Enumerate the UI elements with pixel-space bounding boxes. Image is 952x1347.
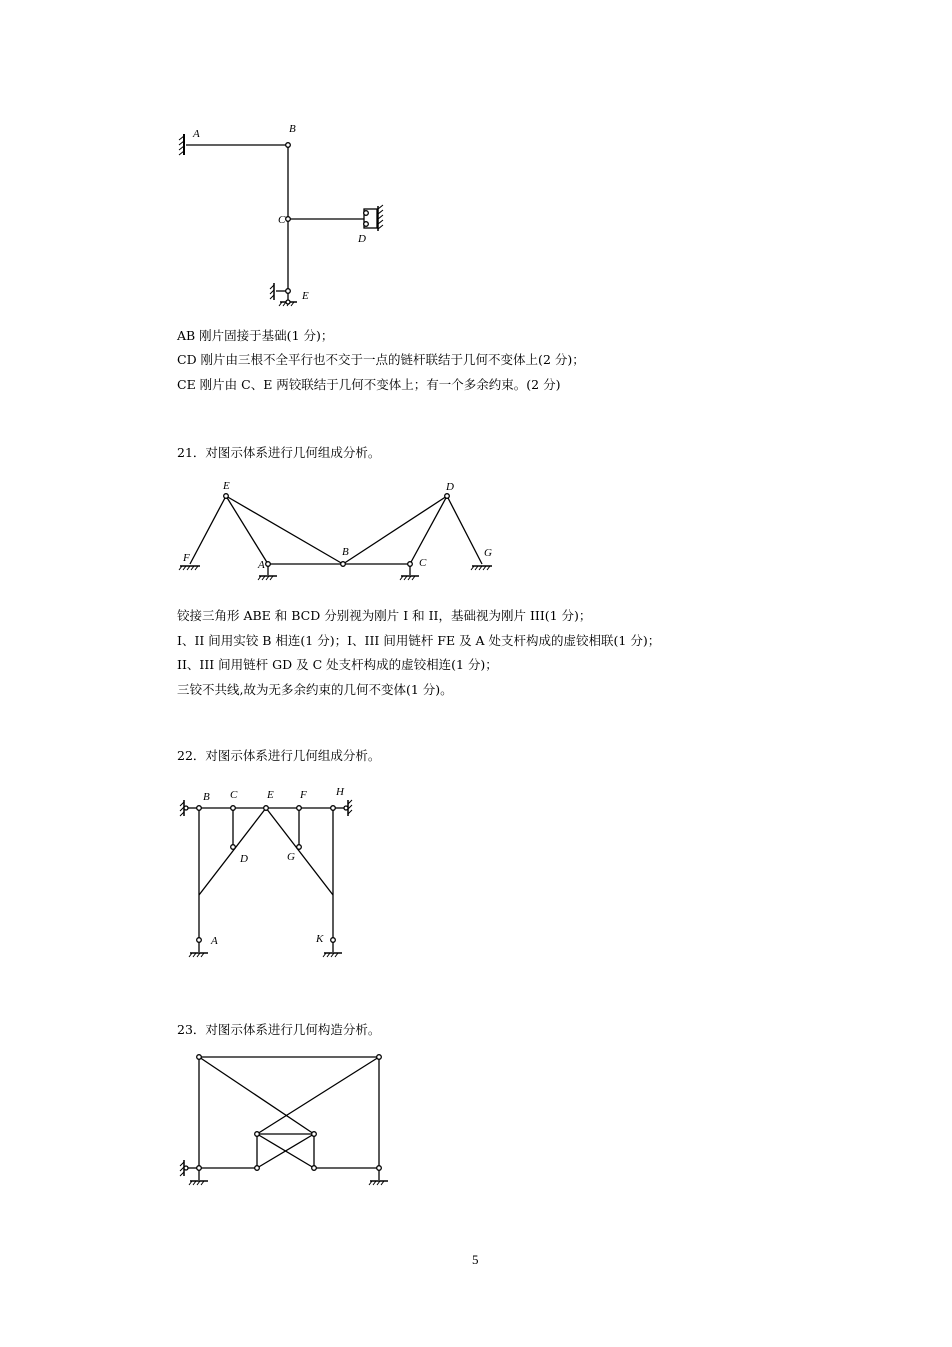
label-g: G	[484, 547, 492, 559]
member-ea	[226, 496, 268, 564]
hinge-bottom-right	[377, 1166, 382, 1171]
hinge-g	[297, 845, 302, 850]
hinge-e-base	[286, 300, 290, 304]
figure-22-diagram	[180, 786, 352, 957]
label-e: E	[267, 789, 274, 801]
diag-right	[257, 1057, 379, 1134]
hinge-d	[231, 845, 236, 850]
label-e: E	[223, 480, 230, 492]
member-fe	[190, 496, 226, 564]
label-d: D	[358, 233, 366, 245]
hinge-e	[224, 494, 229, 499]
hinge-b	[286, 143, 291, 148]
hinge-d1	[364, 211, 369, 216]
hinge-mid-left	[255, 1132, 260, 1137]
hinge-c	[408, 562, 413, 567]
hinge-a	[266, 562, 271, 567]
member-eb	[226, 496, 343, 564]
label-e: E	[302, 290, 309, 302]
label-h: H	[336, 786, 344, 798]
hinge-d	[445, 494, 450, 499]
diag-left	[199, 1057, 314, 1134]
label-c: C	[278, 214, 286, 226]
fig1-analysis-line-2: CD 刚片由三根不全平行也不交于一点的链杆联结于几何不变体上(2 分)；	[177, 352, 585, 367]
hinge-top-right	[377, 1055, 382, 1060]
hinge-k	[331, 938, 336, 943]
hinge-h	[331, 806, 336, 811]
hinge-f	[297, 806, 302, 811]
hinge-bot-right-inner	[312, 1166, 317, 1171]
member-bd	[343, 496, 447, 564]
member-dg	[447, 496, 482, 564]
label-a: A	[193, 128, 200, 140]
hinge-e	[264, 806, 269, 811]
hinge-bottom-left	[197, 1166, 202, 1171]
label-f: F	[300, 789, 307, 801]
figure-1-diagram	[179, 123, 383, 306]
fig1-analysis-line-3: CE 刚片由 C、E 两铰联结于几何不变体上；有一个多余约束。(2 分)	[177, 377, 561, 392]
page-number: 5	[472, 1252, 479, 1267]
hinge-b	[197, 806, 202, 811]
label-g: G	[287, 851, 295, 863]
hinge-b	[341, 562, 346, 567]
label-a: A	[211, 935, 218, 947]
hinge-left-wall	[184, 1166, 188, 1170]
hinge-top-left	[197, 1055, 202, 1060]
hinge-b-left	[184, 806, 188, 810]
question-21-title: 21．对图示体系进行几何组成分析。	[177, 445, 381, 460]
member-dc	[410, 496, 447, 564]
label-b: B	[342, 546, 349, 558]
hinge-mid-right	[312, 1132, 317, 1137]
q21-analysis-line-3: II、III 间用链杆 GD 及 C 处支杆构成的虚铰相连(1 分)；	[177, 657, 498, 672]
q21-analysis-line-2: I、II 间用实铰 B 相连(1 分)；I、III 间用链杆 FE 及 A 处支杆构成的虚铰相联(1 分)；	[177, 633, 661, 648]
hinge-e	[286, 289, 291, 294]
label-k: K	[316, 933, 324, 945]
label-d: D	[240, 853, 248, 865]
hinge-a	[197, 938, 202, 943]
label-c: C	[419, 557, 427, 569]
label-a: A	[258, 559, 265, 571]
hinge-d2	[364, 222, 369, 227]
figure-21-diagram	[179, 480, 492, 580]
hinge-bot-left-inner	[255, 1166, 260, 1171]
figure-23-diagram	[180, 1055, 388, 1185]
hinge-c	[286, 217, 291, 222]
label-c: C	[230, 789, 238, 801]
hinge-h-right	[344, 806, 348, 810]
fig1-analysis-line-1: AB 刚片固接于基础(1 分)；	[177, 328, 334, 343]
label-b: B	[289, 123, 296, 135]
label-d: D	[446, 481, 454, 493]
q21-analysis-line-4: 三铰不共线,故为无多余约束的几何不变体(1 分)。	[177, 682, 453, 697]
label-f: F	[183, 552, 190, 564]
question-23-title: 23．对图示体系进行几何构造分析。	[177, 1022, 381, 1037]
q21-analysis-line-1: 铰接三角形 ABE 和 BCD 分别视为刚片 I 和 II，基础视为刚片 III(1 分)；	[177, 608, 592, 623]
label-b: B	[203, 791, 210, 803]
hinge-c	[231, 806, 236, 811]
question-22-title: 22．对图示体系进行几何组成分析。	[177, 748, 381, 763]
